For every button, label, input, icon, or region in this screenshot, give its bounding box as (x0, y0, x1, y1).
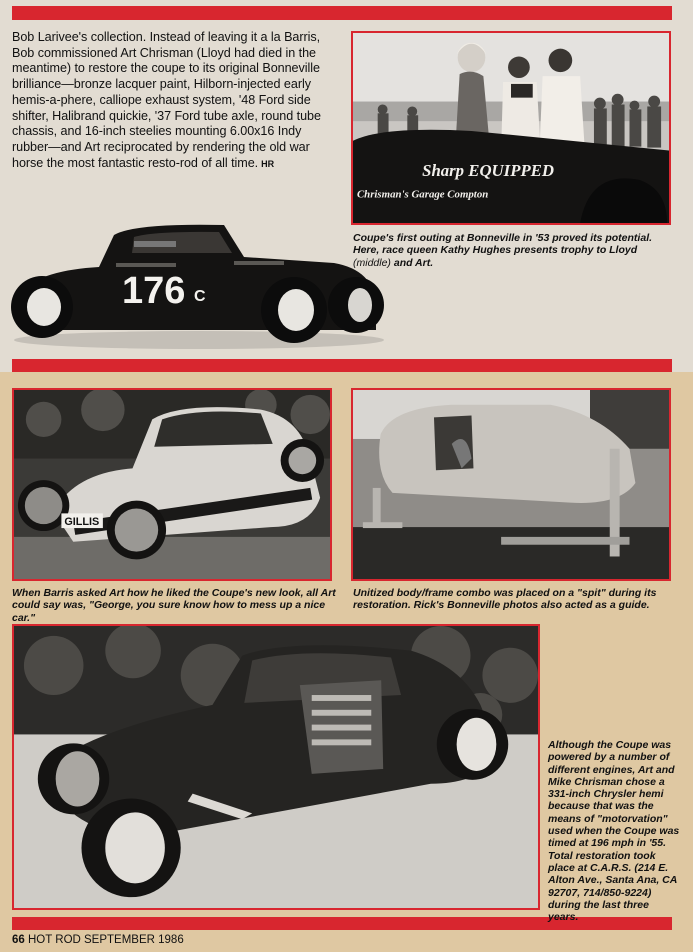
page-number: 66 (12, 934, 25, 946)
bonneville-caption (353, 232, 673, 269)
spit-caption: Unitized body/frame combo was placed on a "spit" during its restoration. Rick's Bonneville photos also acted as a guide. (353, 587, 657, 612)
engine-caption: Although the Coupe was powered by a number of different engines, Art and Mike Chrisman chose a 331-inch Chrysler hemi because that was the means of "motorvation" used when the Coupe was timed at 196 mph in '55. Total restoration took place at C.A.R.S. (214 E. Alton Ave., Santa Ana, CA 92707, 714/850-9224) during the last three years. (548, 739, 680, 924)
article-signature: HR (261, 158, 275, 169)
license-plate: GILLIS (64, 516, 100, 529)
bonneville-caption-end: and Art. (390, 256, 434, 269)
middle-rule (12, 359, 672, 372)
article-intro (12, 30, 330, 172)
spit-photo (351, 388, 671, 581)
bonneville-photo (351, 31, 671, 225)
door-lettering: Chrisman's Garage Compton (356, 188, 489, 201)
magazine-issue: HOT ROD SEPTEMBER 1986 (28, 934, 184, 946)
article-intro-text: Bob Larivee's collection. Instead of leaving it a la Barris, Bob commissioned Art Chrisman (Lloyd had died in the meantime) to restore the coupe to its original Bonneville brilliance—bronze lacquer paint, Hilborn-injected early hemis-a-phere, calliope exhaust system, '48 Ford side shifter, Halibrand quickie, '37 Ford tube axle, round tube chassis, and 16-inch steelies mounting 6.00x16 Indy rubber—and Art reciprocated by rendering the old war horse the most fantastic resto-rod of all time. (12, 30, 321, 170)
chrismans-garage-lettering (357, 189, 488, 201)
barris-photo (12, 388, 332, 581)
coupe-176-photo (4, 215, 392, 351)
bonneville-caption-main: Coupe's first outing at Bonneville in '53 proved its potential. Here, race queen Kathy Hughes presents trophy to Lloyd (353, 232, 653, 257)
bonneville-caption-middle: (middle) (353, 256, 391, 269)
barris-caption: When Barris asked Art how he liked the Coupe's new look, all Art could say was, "George, you sure know how to mess up a nice car." (12, 587, 336, 624)
class-letter: C (194, 288, 206, 305)
page-folio (12, 934, 184, 946)
top-rule (12, 6, 672, 20)
sharp-equipped-sign: Sharp EQUIPPED (422, 161, 555, 180)
race-number: 176 (122, 270, 186, 312)
engine-photo (12, 624, 540, 910)
